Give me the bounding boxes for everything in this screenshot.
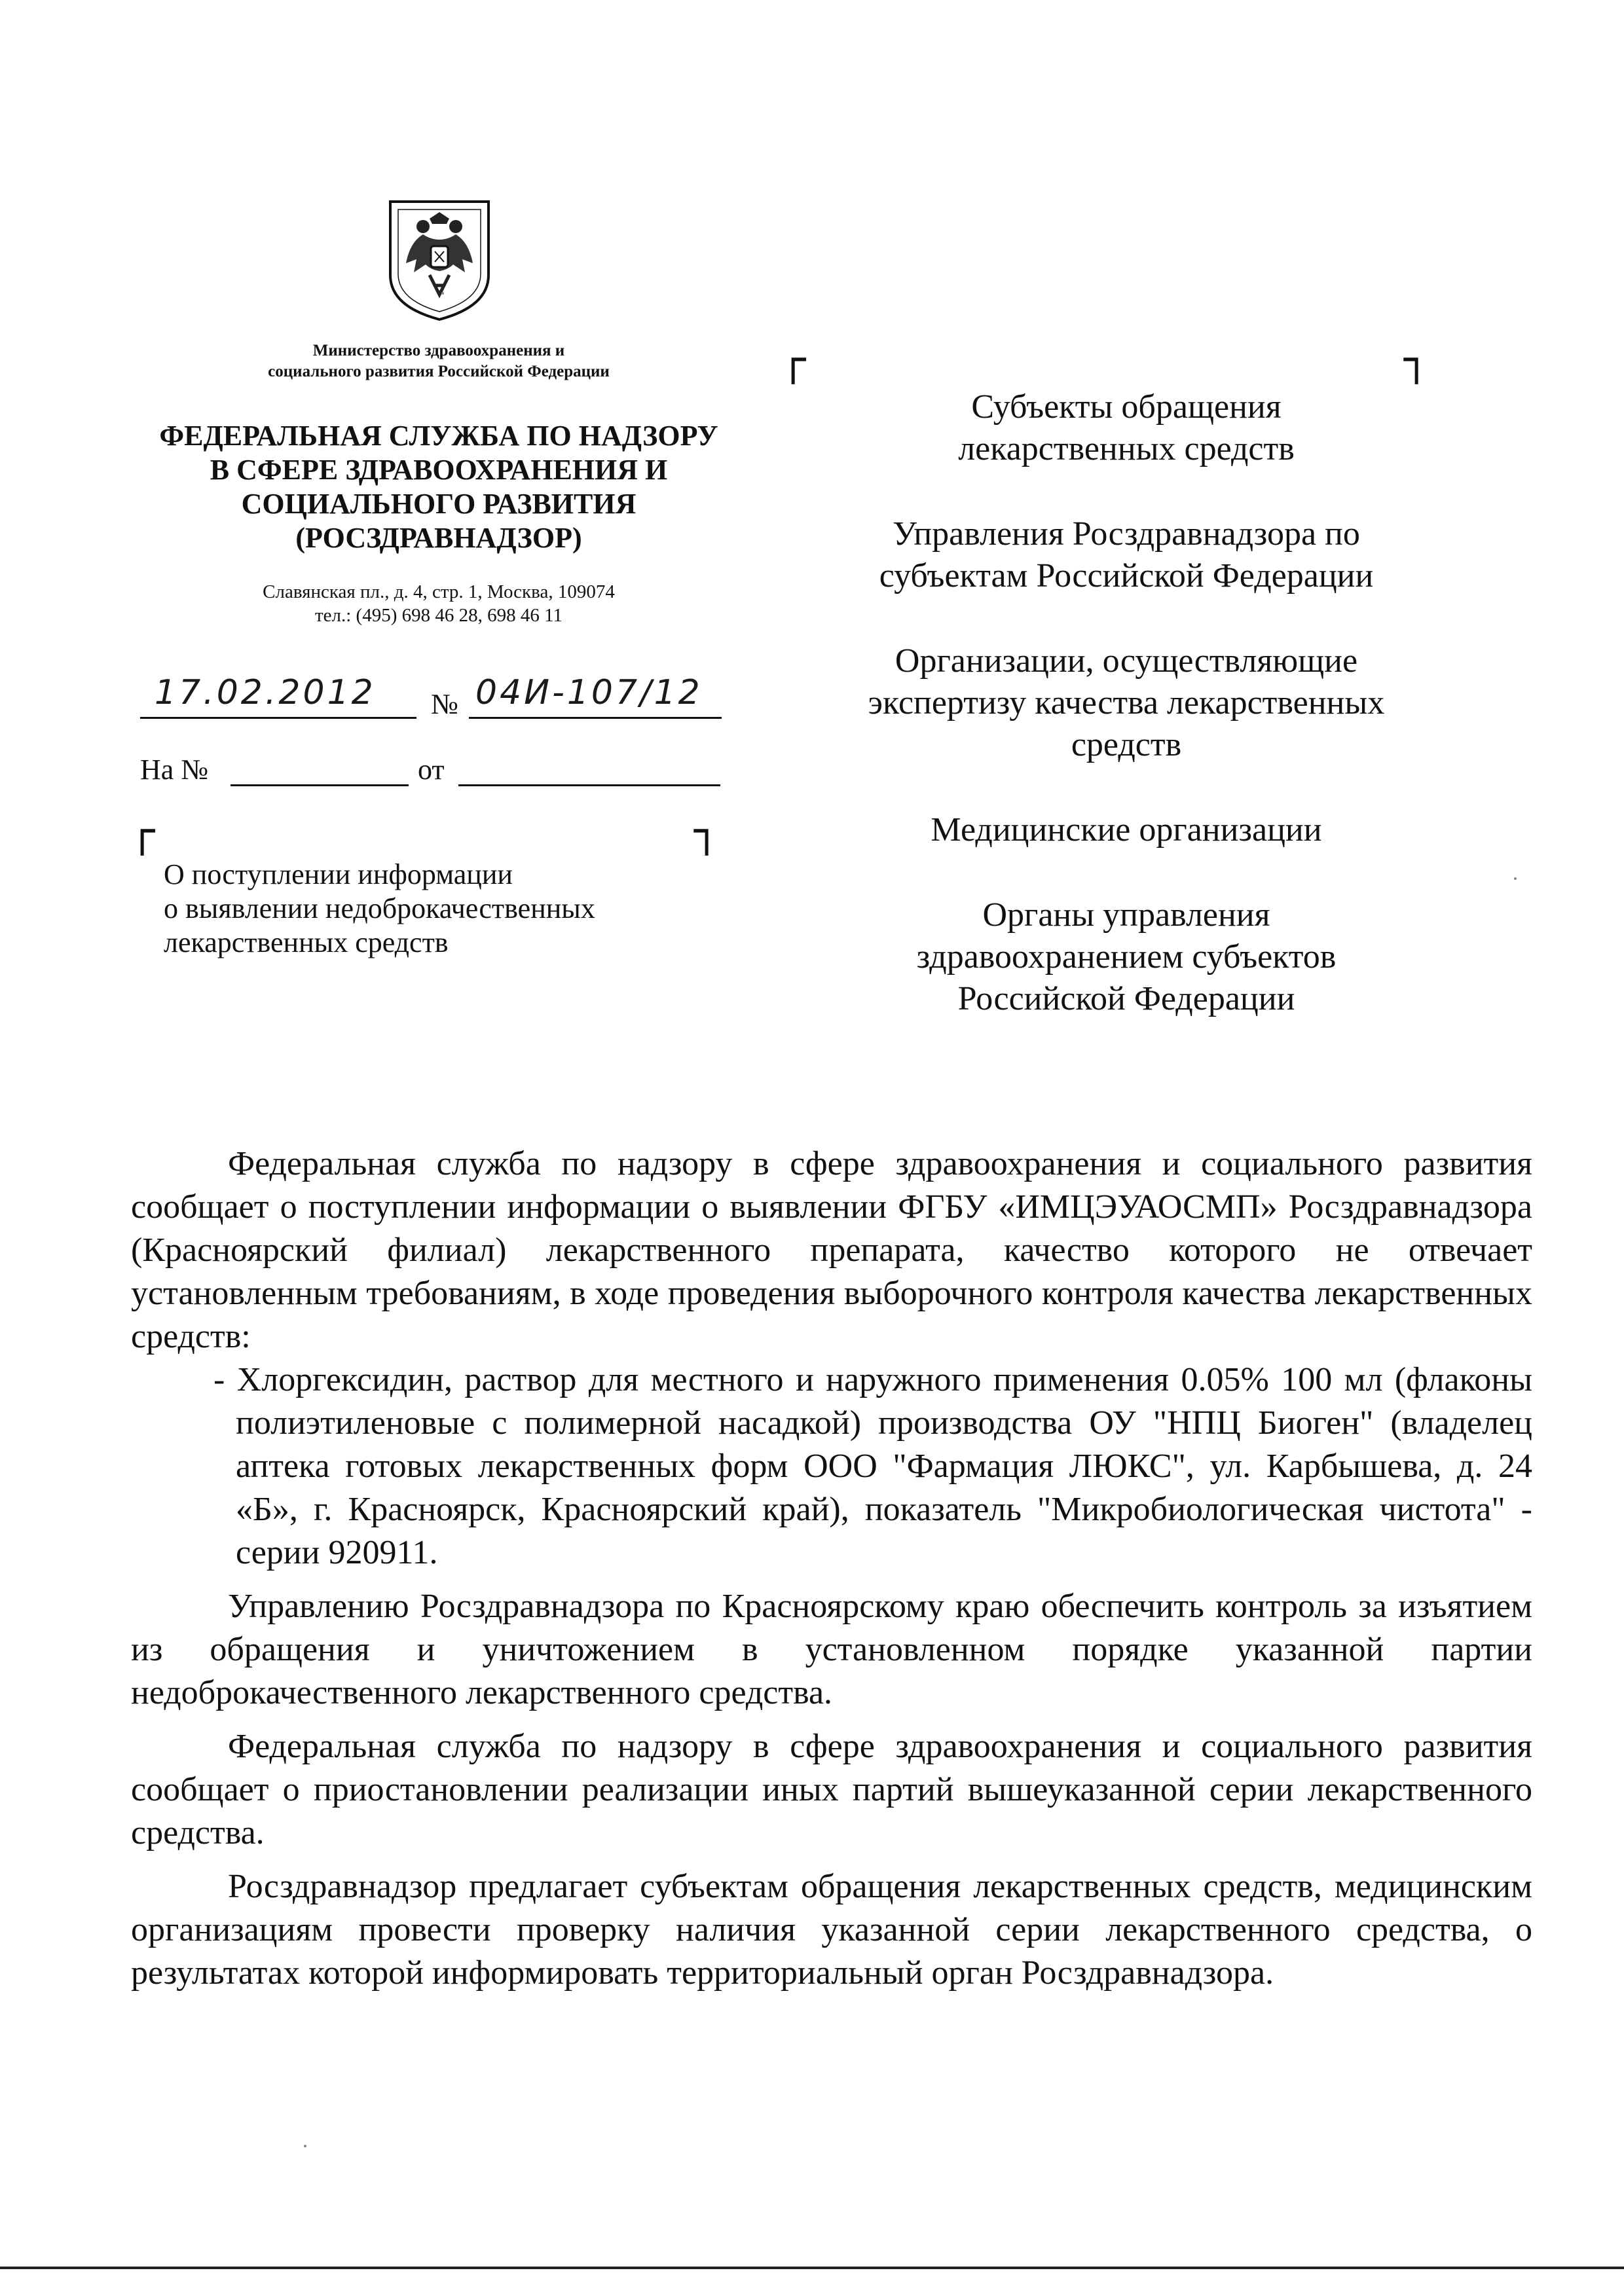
recipient-corner-right: ┐	[1404, 336, 1430, 384]
recipient-line: Российской Федерации	[957, 980, 1295, 1017]
body-bullet-item: - Хлоргексидин, раствор для местного и наружного применения 0.05% 100 мл (флаконы полиэтиленовые с полимерной насадкой) производства ОУ "НПЦ Биоген" (владелец аптека готовых лекарственных форм ООО "Фармация ЛЮКС", ул. Карбышева, д. 24 «Б», г. Красноярск, Красноярский край), показатель "Микробиологическая чистота" - серии 920911.	[213, 1361, 1532, 1571]
registration-date-line	[140, 717, 416, 719]
reply-number-label: На №	[140, 754, 209, 786]
recipient-item	[779, 386, 1473, 470]
recipients-list	[779, 386, 1473, 1063]
body-paragraph-1: Федеральная служба по надзору в сфере здравоохранения и социального развития сообщает о поступлении информации о выявлении ФГБУ «ИМЦЭУАОСМП» Росздравнадзора (Красноярский филиал) лекарственного препарата, качество которого не отвечает установленным требованиям, в ходе проведения выборочного контроля качества лекарственных средств:	[131, 1145, 1532, 1355]
service-address	[144, 580, 733, 627]
scan-speck	[304, 2145, 306, 2147]
address-line-1: Славянская пл., д. 4, стр. 1, Москва, 109074	[263, 581, 615, 602]
registration-date: 17.02.2012	[155, 673, 376, 712]
recipient-line: Органы управления	[982, 896, 1270, 934]
service-line-3: СОЦИАЛЬНОГО РАЗВИТИЯ	[241, 488, 637, 520]
ministry-line-2: социального развития Российской Федерации	[268, 363, 610, 380]
service-line-2: В СФЕРЕ ЗДРАВООХРАНЕНИЯ И	[210, 454, 668, 486]
registration-number-line	[469, 717, 722, 719]
recipient-line: субъектам Российской Федерации	[879, 557, 1374, 594]
recipient-item	[779, 640, 1473, 766]
recipient-line: здравоохранением субъектов	[916, 938, 1337, 975]
body-paragraph-2: Управлению Росздравнадзора по Красноярскому краю обеспечить контроль за изъятием из обращения и уничтожением в установленном порядке указанной партии недоброкачественного лекарственного средства.	[131, 1588, 1532, 1711]
recipient-line: Медицинские организации	[931, 811, 1322, 848]
reply-date-label: от	[418, 754, 445, 786]
recipient-item	[779, 809, 1473, 851]
recipient-line: Управления Росздравнадзора по	[893, 515, 1360, 553]
recipient-line: лекарственных средств	[958, 430, 1295, 467]
subject-corner-left: ┌	[130, 807, 155, 856]
registration-number: 04И-107/12	[475, 673, 703, 712]
letter-body	[131, 1142, 1532, 1995]
recipient-line: Организации, осуществляющие	[895, 642, 1358, 680]
recipient-line: экспертизу качества лекарственных	[868, 684, 1385, 721]
letter-subject	[164, 858, 753, 960]
subject-line-3: лекарственных средств	[164, 926, 449, 958]
registration-number-label: №	[431, 688, 458, 720]
scan-speck	[441, 292, 444, 295]
scan-speck	[1514, 877, 1517, 880]
subject-corner-right: ┐	[694, 807, 720, 856]
page-bottom-rule	[0, 2267, 1624, 2269]
body-paragraph-3: Федеральная служба по надзору в сфере здравоохранения и социального развития сообщает о приостановлении реализации иных партий вышеуказанной серии лекарственного средства.	[131, 1728, 1532, 1851]
ministry-name	[144, 340, 733, 382]
subject-line-2: о выявлении недоброкачественных	[164, 892, 595, 924]
coat-of-arms-icon	[384, 196, 495, 324]
service-name	[118, 419, 760, 555]
service-line-4: (РОСЗДРАВНАДЗОР)	[295, 522, 582, 554]
reply-number-line	[231, 784, 409, 786]
reply-date-line	[458, 784, 720, 786]
body-paragraph-4: Росздравнадзор предлагает субъектам обращения лекарственных средств, медицинским организациям провести проверку наличия указанной серии лекарственного средства, о результатах которой информировать территориальный орган Росздравнадзора.	[131, 1868, 1532, 1992]
recipient-line: средств	[1071, 726, 1182, 763]
recipient-item	[779, 513, 1473, 597]
address-line-2: тел.: (495) 698 46 28, 698 46 11	[314, 605, 563, 626]
subject-line-1: О поступлении информации	[164, 858, 513, 890]
recipient-corner-left: ┌	[781, 336, 806, 384]
ministry-line-1: Министерство здравоохранения и	[312, 342, 565, 359]
recipient-item	[779, 894, 1473, 1020]
service-line-1: ФЕДЕРАЛЬНАЯ СЛУЖБА ПО НАДЗОРУ	[159, 420, 718, 452]
recipient-line: Субъекты обращения	[971, 388, 1282, 426]
